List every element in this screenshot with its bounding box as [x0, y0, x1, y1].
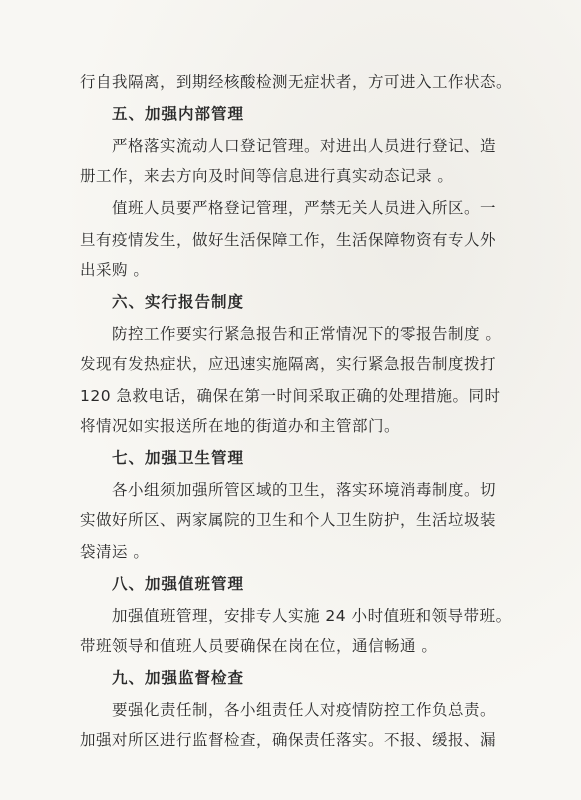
section-heading-9: 九、加强监督检查 [112, 669, 245, 687]
text-line-5: 旦有疫情发生，做好生活保障工作，生活保障物资有专人外 [80, 231, 497, 249]
text-line-2: 严格落实流动人口登记管理。对进出人员进行登记、造 [112, 137, 497, 155]
text-line-15: 带班领导和值班人员要确保在岗在位，通信畅通 。 [80, 637, 438, 655]
text-line-1: 行自我隔离，到期经核酸检测无症状者，方可进入工作状态。 [80, 73, 513, 91]
text-line-14: 加强值班管理，安排专人实施 24 小时值班和领导带班。 [112, 607, 512, 625]
section-heading-7: 七、加强卫生管理 [112, 449, 245, 467]
text-line-11: 各小组须加强所管区域的卫生，落实环境消毒制度。切 [112, 481, 497, 499]
text-line-4: 值班人员要严格登记管理，严禁无关人员进入所区。一 [112, 199, 497, 217]
text-line-6: 出采购 。 [80, 261, 150, 279]
text-line-3: 册工作，来去方向及时间等信息进行真实动态记录 。 [80, 167, 454, 185]
section-heading-8: 八、加强值班管理 [112, 575, 245, 593]
text-line-13: 袋清运 。 [80, 543, 150, 561]
section-heading-5: 五、加强内部管理 [112, 105, 245, 123]
text-line-16: 要强化责任制，各小组责任人对疫情防控工作负总责。 [112, 701, 497, 719]
text-line-8: 发现有发热症状，应迅速实施隔离，实行紧急报告制度拨打 [80, 355, 497, 373]
text-line-7: 防控工作要实行紧急报告和正常情况下的零报告制度 。 [112, 325, 502, 343]
text-line-9: 120 急救电话，确保在第一时间采取正确的处理措施。同时 [80, 387, 501, 405]
text-line-10: 将情况如实报送所在地的街道办和主管部门。 [80, 417, 401, 435]
section-heading-6: 六、实行报告制度 [112, 293, 245, 311]
text-line-17: 加强对所区进行监督检查，确保责任落实。不报、缓报、漏 [80, 731, 497, 749]
text-line-12: 实做好所区、两家属院的卫生和个人卫生防护，生活垃圾装 [80, 511, 497, 529]
